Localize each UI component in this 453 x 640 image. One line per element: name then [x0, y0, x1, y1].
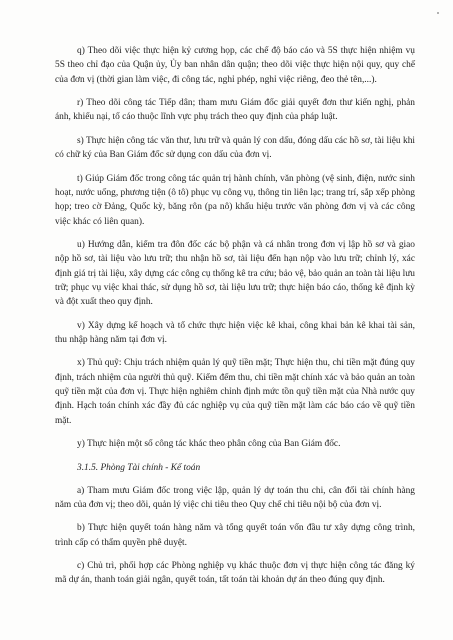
section-heading: 3.1.5. Phòng Tài chính - Kế toán — [77, 462, 201, 473]
paragraph-r: r) Theo dõi công tác Tiếp dân; tham mưu Giám đốc giải quyết đơn thư kiến nghị, phản ánh, khiếu nại, tố cáo thuộc lĩnh vực phụ trách theo quy định của pháp luật. — [55, 98, 415, 123]
paragraph-v: v) Xây dựng kế hoạch và tổ chức thực hiện việc kê khai, công khai bản kê khai tài sản, thu nhập hàng năm tại đơn vị. — [55, 320, 415, 345]
paragraph-u: u) Hướng dẫn, kiểm tra đôn đốc các bộ phận và cá nhân trong đơn vị lập hồ sơ và giao nộp hồ sơ, tài liệu vào lưu trữ; thu nhận hồ sơ, tài liệu đến hạn nộp vào lưu trữ; chỉnh lý, xác định giá trị tài liệu, xây dựng các công cụ thống kê tra cứu; bảo vệ, bảo quản an toàn tài liệu lưu trữ; phục vụ việc khai thác, sử dụng hồ sơ, tài liệu lưu trữ; thực hiện báo cáo, thống kê định kỳ và đột xuất theo quy định. — [55, 240, 415, 308]
paragraph-y: y) Thực hiện một số công tác khác theo phân công của Ban Giám đốc. — [77, 439, 341, 450]
scan-mark — [437, 12, 439, 14]
document-body — [55, 44, 415, 597]
paragraph-s: s) Thực hiện công tác văn thư, lưu trữ và quản lý con dấu, đóng dấu các hồ sơ, tài liệu khi có chữ ký của Ban Giám đốc sử dụng con dấu của đơn vị. — [55, 135, 415, 161]
paragraph-a: a) Tham mưu Giám đốc trong việc lập, quản lý dự toán thu chi, cân đối tài chính hàng năm của đơn vị; theo dõi, quản lý việc chi tiêu theo Quy chế chi tiêu nội bộ của đơn vị. — [55, 485, 415, 510]
paragraph-x: x) Thủ quỹ: Chịu trách nhiệm quản lý quỹ tiền mặt; Thực hiện thu, chi tiền mặt đúng quy định, trách nhiệm của người thủ quỹ. Kiểm đếm thu, chi tiền mặt chính xác và bảo quản an toàn quỹ tiền mặt của đơn vị. Thực hiện nghiêm chỉnh định mức tồn quỹ tiền mặt của Nhà nước quy định. Hạch toán chính xác đầy đủ các nghiệp vụ của quỹ tiền mặt làm các báo cáo về quỹ tiền mặt. — [55, 358, 415, 426]
paragraph-t: t) Giúp Giám đốc trong công tác quản trị hành chính, văn phòng (vệ sinh, điện, nước sinh hoạt, nước uống, phương tiện (ô tô) phục vụ công vụ, thông tin liên lạc; trang trí, sắp xếp phòng họp; treo cờ Đảng, Quốc kỳ, băng rôn (pa nô) khẩu hiệu trước văn phòng đơn vị và các công việc khác có liên quan). — [55, 173, 415, 227]
paragraph-q: q) Theo dõi việc thực hiện kỷ cương họp, các chế độ báo cáo và 5S thực hiện nhiệm vụ 5S theo chỉ đạo của Quận ủy, Ủy ban nhân dân quận; theo dõi việc thực hiện nội quy, quy chế của đơn vị (thời gian làm việc, đi công tác, nghỉ phép, nghỉ việc riêng, đeo thẻ tên,...). — [55, 46, 415, 85]
paragraph-b: b) Thực hiện quyết toán hàng năm và tổng quyết toán vốn đầu tư xây dựng công trình, trình cấp có thẩm quyền phê duyệt. — [55, 523, 415, 548]
paragraph-c: c) Chủ trì, phối hợp các Phòng nghiệp vụ khác thuộc đơn vị thực hiện công tác đăng ký mã dự án, thanh toán giải ngân, quyết toán, tất toán tài khoản dự án theo đúng quy định. — [55, 561, 415, 586]
